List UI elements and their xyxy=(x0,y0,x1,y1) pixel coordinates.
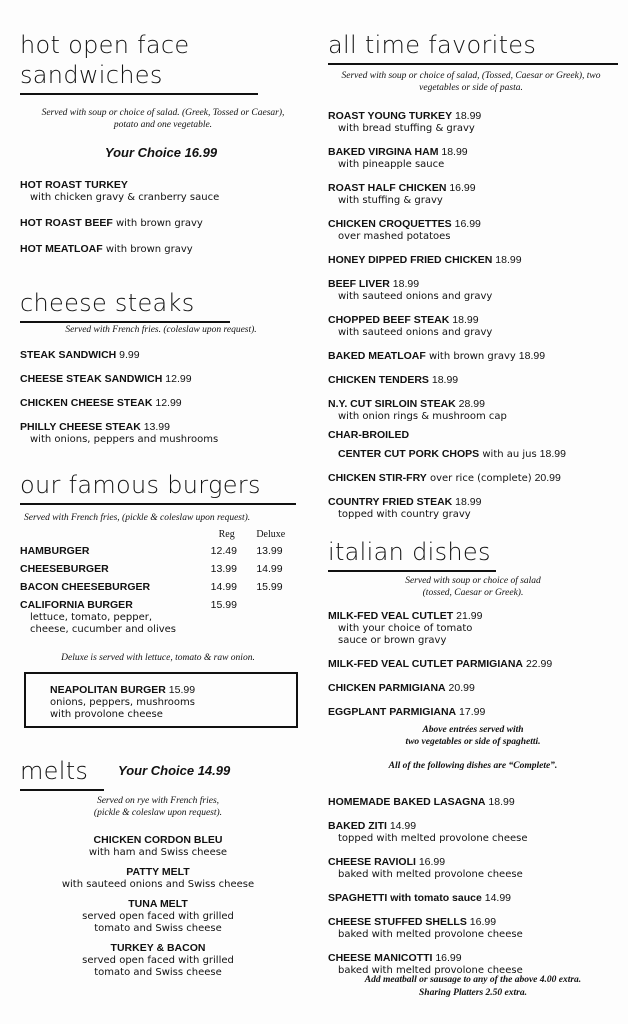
item-desc: with stuffing & gravy xyxy=(338,195,443,206)
item-price: 18.99 xyxy=(389,278,420,290)
item-name: MILK-FED VEAL CUTLET xyxy=(328,610,454,622)
italian-section xyxy=(328,537,496,572)
item-price: 18.99 xyxy=(536,448,566,460)
item-price: 17.99 xyxy=(456,706,486,718)
your-choice-price: Your Choice 16.99 xyxy=(104,145,218,160)
section-title: hot open face xyxy=(20,31,190,59)
item-price-reg: 13.99 xyxy=(210,563,237,575)
item-price-deluxe: 13.99 xyxy=(256,545,283,557)
burgers-section xyxy=(20,470,296,505)
menu-item xyxy=(328,368,618,387)
item-name: HOT ROAST BEEF xyxy=(20,217,113,229)
item-desc: cheese, cucumber and olives xyxy=(30,624,177,635)
item-name: NEAPOLITAN BURGER xyxy=(50,684,166,696)
section-subtitle: Served on rye with French fries, xyxy=(96,796,220,806)
item-price-reg: 12.49 xyxy=(210,545,237,557)
menu-item xyxy=(328,700,618,719)
section-subtitle: Served with soup or choice of salad xyxy=(405,576,541,586)
item-price: 12.99 xyxy=(162,373,192,385)
item-desc: baked with melted provolone cheese xyxy=(338,965,523,976)
complete-note: All of the following dishes are “Complete”. xyxy=(388,761,558,771)
item-price-reg: 15.99 xyxy=(210,599,237,611)
burgers-header xyxy=(20,528,302,542)
menu-item xyxy=(328,946,618,977)
section-title-line2: sandwiches xyxy=(20,61,163,89)
item-price: 16.99 xyxy=(451,218,481,230)
item-name-line2: CENTER CUT PORK CHOPS xyxy=(338,448,480,460)
item-desc: over mashed potatoes xyxy=(338,231,451,242)
item-desc: with sauteed onions and gravy xyxy=(338,327,493,338)
item-price: 21.99 xyxy=(453,610,483,622)
hot-open-face-items xyxy=(20,178,302,256)
item-desc: tomato and Swiss cheese xyxy=(94,967,222,978)
item-price: 16.99 xyxy=(466,916,497,928)
italian-items xyxy=(328,604,618,719)
item-desc: with pineapple sauce xyxy=(338,159,445,170)
item-desc: with bread stuffing & gravy xyxy=(338,123,475,134)
section-rule xyxy=(328,63,618,65)
complete-items xyxy=(328,790,618,977)
section-title: cheese steaks xyxy=(20,289,195,317)
item-name: CHICKEN PARMIGIANA xyxy=(328,682,446,694)
section-subtitle: Served with soup or choice of salad, (Tossed, Caesar or Greek), two vegetables or side of pasta. xyxy=(341,71,601,93)
item-price: 18.99 xyxy=(515,350,546,362)
menu-item xyxy=(328,652,618,671)
item-price: 14.99 xyxy=(481,892,512,904)
burgers-note: Deluxe is served with lettuce, tomato & raw onion. xyxy=(61,653,255,663)
menu-item xyxy=(328,272,618,303)
item-desc: with onions, peppers and mushrooms xyxy=(30,434,219,445)
item-name: ROAST HALF CHICKEN xyxy=(328,182,447,194)
item-inline-desc: with brown gravy xyxy=(425,351,516,362)
item-name: CHEESE MANICOTTI xyxy=(328,952,433,964)
item-name: ROAST YOUNG TURKEY xyxy=(328,110,453,122)
item-price: 18.99 xyxy=(452,110,482,122)
col-deluxe: Deluxe xyxy=(256,529,286,540)
item-name: HOT MEATLOAF xyxy=(20,243,103,255)
section-rule xyxy=(20,93,258,95)
footer-note: Add meatball or sausage to any of the above 4.00 extra. xyxy=(364,975,582,985)
item-price: 18.99 xyxy=(428,374,459,386)
item-name: HOMEMADE BAKED LASAGNA xyxy=(328,796,486,808)
item-name: CHAR-BROILED xyxy=(328,429,410,441)
menu-item xyxy=(328,344,618,363)
item-name: PATTY MELT xyxy=(126,866,190,878)
item-name: PHILLY CHEESE STEAK xyxy=(20,421,141,433)
item-desc: sauce or brown gravy xyxy=(338,635,447,646)
item-price: 18.99 xyxy=(449,314,479,326)
menu-item xyxy=(328,392,618,423)
section-title: italian dishes xyxy=(328,538,491,566)
melts-items xyxy=(20,833,296,979)
menu-item xyxy=(328,676,618,695)
neapolitan-burger-box xyxy=(24,672,298,728)
item-desc: topped with melted provolone cheese xyxy=(338,833,528,844)
item-price: 16.99 xyxy=(432,952,462,964)
item-name: SPAGHETTI with tomato sauce xyxy=(328,892,482,904)
cheese-steaks-section xyxy=(20,288,230,323)
item-price: 12.99 xyxy=(152,397,182,409)
melts-section xyxy=(20,756,104,791)
item-price: 18.99 xyxy=(492,254,522,266)
item-name: CHICKEN TENDERS xyxy=(328,374,429,386)
hot-open-face-section xyxy=(20,30,258,95)
section-subtitle: Served with French fries, (pickle & coleslaw upon request). xyxy=(24,513,251,523)
item-name: TURKEY & BACON xyxy=(110,942,206,954)
item-price-reg: 14.99 xyxy=(210,581,237,593)
item-name: BEEF LIVER xyxy=(328,278,390,290)
item-price: 20.99 xyxy=(445,682,475,694)
item-price: 15.99 xyxy=(165,684,196,696)
menu-item xyxy=(328,466,618,485)
menu-item xyxy=(20,237,302,256)
item-name: CHEESE RAVIOLI xyxy=(328,856,416,868)
item-name: CHEESEBURGER xyxy=(20,563,109,575)
favorites-section xyxy=(328,30,618,65)
item-price: 18.99 xyxy=(438,146,468,158)
menu-item xyxy=(20,343,302,362)
item-desc: with your choice of tomato xyxy=(338,623,473,634)
section-rule xyxy=(20,789,104,791)
section-subtitle: Served with soup or choice of salad. (Greek, Tossed or Caesar), potato and one vegetable. xyxy=(41,108,285,130)
item-desc: served open faced with grilled xyxy=(82,911,234,922)
menu-item xyxy=(20,211,302,230)
item-name: CHICKEN CORDON BLEU xyxy=(93,834,223,846)
item-desc: topped with country gravy xyxy=(338,509,471,520)
menu-item xyxy=(328,176,618,207)
menu-item xyxy=(328,212,618,243)
item-desc: with sauteed onions and gravy xyxy=(338,291,493,302)
burger-row xyxy=(20,598,302,612)
menu-item xyxy=(328,428,618,461)
item-name: HONEY DIPPED FRIED CHICKEN xyxy=(328,254,493,266)
item-name: HAMBURGER xyxy=(20,545,90,557)
item-price: 18.99 xyxy=(485,796,515,808)
item-inline-desc: with brown gravy xyxy=(112,218,203,229)
menu-item xyxy=(328,910,618,941)
item-desc: lettuce, tomato, pepper, xyxy=(30,612,153,623)
item-name: BAKED MEATLOAF xyxy=(328,350,426,362)
item-desc: tomato and Swiss cheese xyxy=(94,923,222,934)
burger-row xyxy=(20,580,302,594)
burger-row xyxy=(20,562,302,576)
menu-item xyxy=(20,415,302,446)
item-desc: with provolone cheese xyxy=(50,709,163,720)
footer-note: Sharing Platters 2.50 extra. xyxy=(419,988,527,998)
item-price: 9.99 xyxy=(116,349,140,361)
item-price: 16.99 xyxy=(415,856,446,868)
menu-item xyxy=(328,604,618,647)
item-name: CHEESE STUFFED SHELLS xyxy=(328,916,467,928)
section-rule xyxy=(20,321,230,323)
section-title: our famous burgers xyxy=(20,471,261,499)
item-price: 14.99 xyxy=(386,820,417,832)
item-name: CHICKEN STIR-FRY xyxy=(328,472,427,484)
section-rule xyxy=(20,503,296,505)
item-name: CALIFORNIA BURGER xyxy=(20,599,133,611)
item-inline-desc: with au jus xyxy=(479,449,537,460)
item-name: BAKED ZITI xyxy=(328,820,387,832)
item-name: COUNTRY FRIED STEAK xyxy=(328,496,453,508)
burger-row xyxy=(20,544,302,558)
menu-item xyxy=(328,308,618,339)
menu-item xyxy=(328,790,618,809)
col-reg: Reg xyxy=(218,529,235,540)
item-name: HOT ROAST TURKEY xyxy=(20,179,128,191)
item-name: CHICKEN CHEESE STEAK xyxy=(20,397,153,409)
item-name: TUNA MELT xyxy=(128,898,188,910)
item-desc: baked with melted provolone cheese xyxy=(338,869,523,880)
section-title: all time favorites xyxy=(328,31,537,59)
menu-item xyxy=(328,104,618,135)
item-price: 16.99 xyxy=(446,182,476,194)
item-desc: with onion rings & mushroom cap xyxy=(338,411,507,422)
item-name: N.Y. CUT SIRLOIN STEAK xyxy=(328,398,456,410)
item-name: BAKED VIRGINA HAM xyxy=(328,146,439,158)
menu-item xyxy=(328,886,618,905)
item-inline-desc: with brown gravy xyxy=(102,244,193,255)
item-price-deluxe: 14.99 xyxy=(256,563,283,575)
item-desc: onions, peppers, mushrooms xyxy=(50,697,195,708)
burgers-table xyxy=(20,528,302,636)
section-rule xyxy=(328,570,496,572)
your-choice-price: Your Choice 14.99 xyxy=(118,763,231,778)
menu-item xyxy=(20,178,302,204)
item-price-deluxe: 15.99 xyxy=(256,581,283,593)
menu-item xyxy=(20,367,302,386)
item-name: CHEESE STEAK SANDWICH xyxy=(20,373,163,385)
favorites-items xyxy=(328,104,618,521)
item-desc: with ham and Swiss cheese xyxy=(88,847,228,858)
menu-item xyxy=(328,850,618,881)
item-name: BACON CHEESEBURGER xyxy=(20,581,151,593)
item-name: STEAK SANDWICH xyxy=(20,349,117,361)
italian-note: two vegetables or side of spaghetti. xyxy=(405,737,541,747)
item-desc: with sauteed onions and Swiss cheese xyxy=(61,879,255,890)
section-subtitle: (pickle & coleslaw upon request). xyxy=(93,808,223,818)
item-price: 13.99 xyxy=(140,421,170,433)
item-name: EGGPLANT PARMIGIANA xyxy=(328,706,457,718)
menu-item xyxy=(328,814,618,845)
section-subtitle: (tossed, Caesar or Greek). xyxy=(422,588,524,598)
menu-item xyxy=(20,391,302,410)
item-price: 22.99 xyxy=(523,658,553,670)
section-subtitle: Served with French fries. (coleslaw upon request). xyxy=(65,325,257,335)
cheese-steaks-items xyxy=(20,343,302,446)
item-desc: baked with melted provolone cheese xyxy=(338,929,523,940)
item-price: 18.99 xyxy=(452,496,482,508)
menu-item xyxy=(328,490,618,521)
italian-note: Above entrées served with xyxy=(422,725,524,735)
menu-item xyxy=(328,248,618,267)
item-name: MILK-FED VEAL CUTLET PARMIGIANA xyxy=(328,658,524,670)
item-price: 20.99 xyxy=(531,472,561,484)
item-name: CHOPPED BEEF STEAK xyxy=(328,314,450,326)
menu-item xyxy=(328,140,618,171)
section-title: melts xyxy=(20,757,89,785)
item-desc: with chicken gravy & cranberry sauce xyxy=(30,192,220,203)
item-desc: served open faced with grilled xyxy=(82,955,234,966)
item-price: 28.99 xyxy=(455,398,485,410)
item-name: CHICKEN CROQUETTES xyxy=(328,218,452,230)
item-price-deluxe xyxy=(256,598,302,612)
item-inline-desc: over rice (complete) xyxy=(426,473,532,484)
